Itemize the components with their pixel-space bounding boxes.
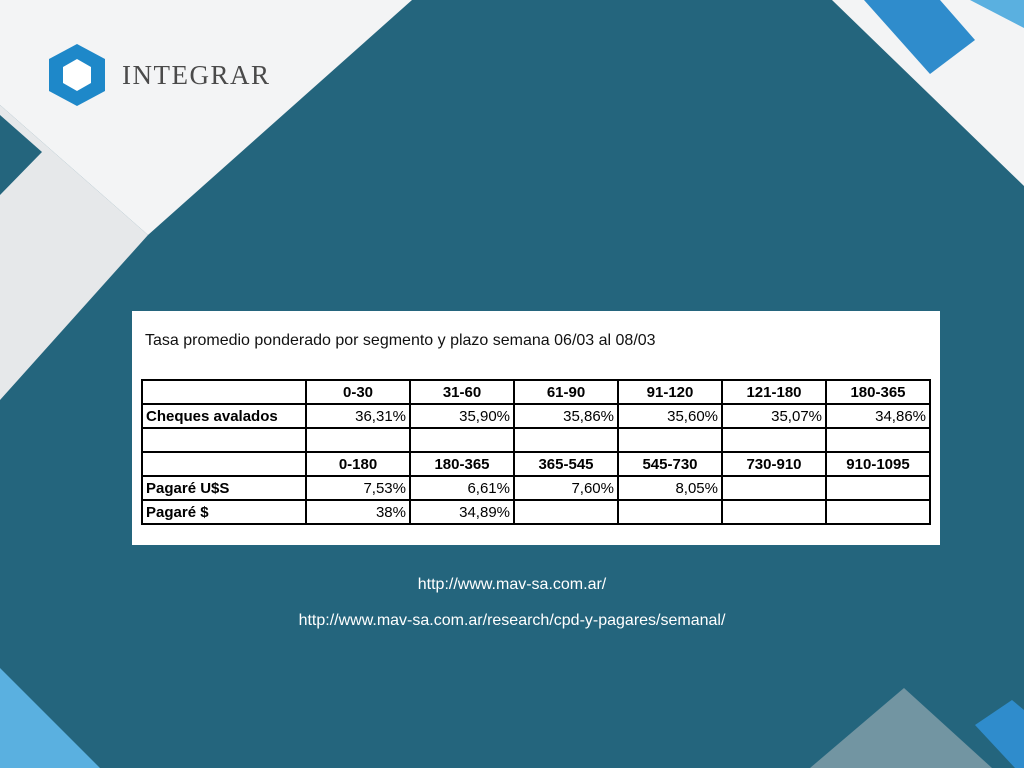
rate-cell — [618, 500, 722, 524]
row-pagare-ars — [142, 500, 930, 524]
rate-cell: 35,90% — [410, 404, 514, 428]
brand-name: INTEGRAR — [122, 59, 271, 90]
header-cell: 180-365 — [826, 380, 930, 404]
link-mav-home[interactable]: http://www.mav-sa.com.ar/ — [417, 576, 607, 593]
blank-cell — [826, 428, 930, 452]
header-cell: 0-180 — [306, 452, 410, 476]
rate-cell — [722, 476, 826, 500]
rate-cell: 35,86% — [514, 404, 618, 428]
header-cell: 121-180 — [722, 380, 826, 404]
header-cell: 365-545 — [514, 452, 618, 476]
header-row-short-terms — [142, 380, 930, 404]
header-cell: 61-90 — [514, 380, 618, 404]
table-title: Tasa promedio ponderado por segmento y plazo semana 06/03 al 08/03 — [145, 332, 656, 349]
row-pagare-usd — [142, 476, 930, 500]
blank-cell — [306, 428, 410, 452]
header-cell: 31-60 — [410, 380, 514, 404]
rate-cell: 36,31% — [306, 404, 410, 428]
rate-cell: 6,61% — [410, 476, 514, 500]
header-row-long-terms — [142, 452, 930, 476]
blank-cell — [618, 428, 722, 452]
link-mav-research[interactable]: http://www.mav-sa.com.ar/research/cpd-y-pagares/semanal/ — [298, 612, 726, 629]
rate-cell — [826, 500, 930, 524]
rate-cell: 35,60% — [618, 404, 722, 428]
rate-cell: 7,53% — [306, 476, 410, 500]
hexagon-logo-icon — [46, 42, 108, 108]
rates-table-panel — [132, 311, 940, 545]
bottom-right-blue-tab — [975, 700, 1024, 768]
header-cell: 91-120 — [618, 380, 722, 404]
rate-cell: 34,86% — [826, 404, 930, 428]
rate-cell: 35,07% — [722, 404, 826, 428]
row-blank — [142, 428, 930, 452]
header-cell: 0-30 — [306, 380, 410, 404]
bottom-right-grey-triangle — [810, 688, 992, 768]
logo — [46, 42, 271, 108]
rate-cell: 34,89% — [410, 500, 514, 524]
blank-cell — [514, 428, 618, 452]
rate-cell — [722, 500, 826, 524]
rate-cell — [514, 500, 618, 524]
bottom-left-triangle — [0, 668, 100, 768]
row-label: Pagaré $ — [142, 500, 306, 524]
header-cell-empty — [142, 452, 306, 476]
blank-cell — [142, 428, 306, 452]
header-cell: 545-730 — [618, 452, 722, 476]
blank-cell — [722, 428, 826, 452]
header-cell: 180-365 — [410, 452, 514, 476]
header-cell: 730-910 — [722, 452, 826, 476]
row-label: Cheques avalados — [142, 404, 306, 428]
header-cell: 910-1095 — [826, 452, 930, 476]
row-label: Pagaré U$S — [142, 476, 306, 500]
rate-cell — [826, 476, 930, 500]
row-cheques-avalados — [142, 404, 930, 428]
rate-cell: 7,60% — [514, 476, 618, 500]
header-cell-empty — [142, 380, 306, 404]
rates-table — [141, 379, 931, 525]
blank-cell — [410, 428, 514, 452]
rate-cell: 8,05% — [618, 476, 722, 500]
rate-cell: 38% — [306, 500, 410, 524]
